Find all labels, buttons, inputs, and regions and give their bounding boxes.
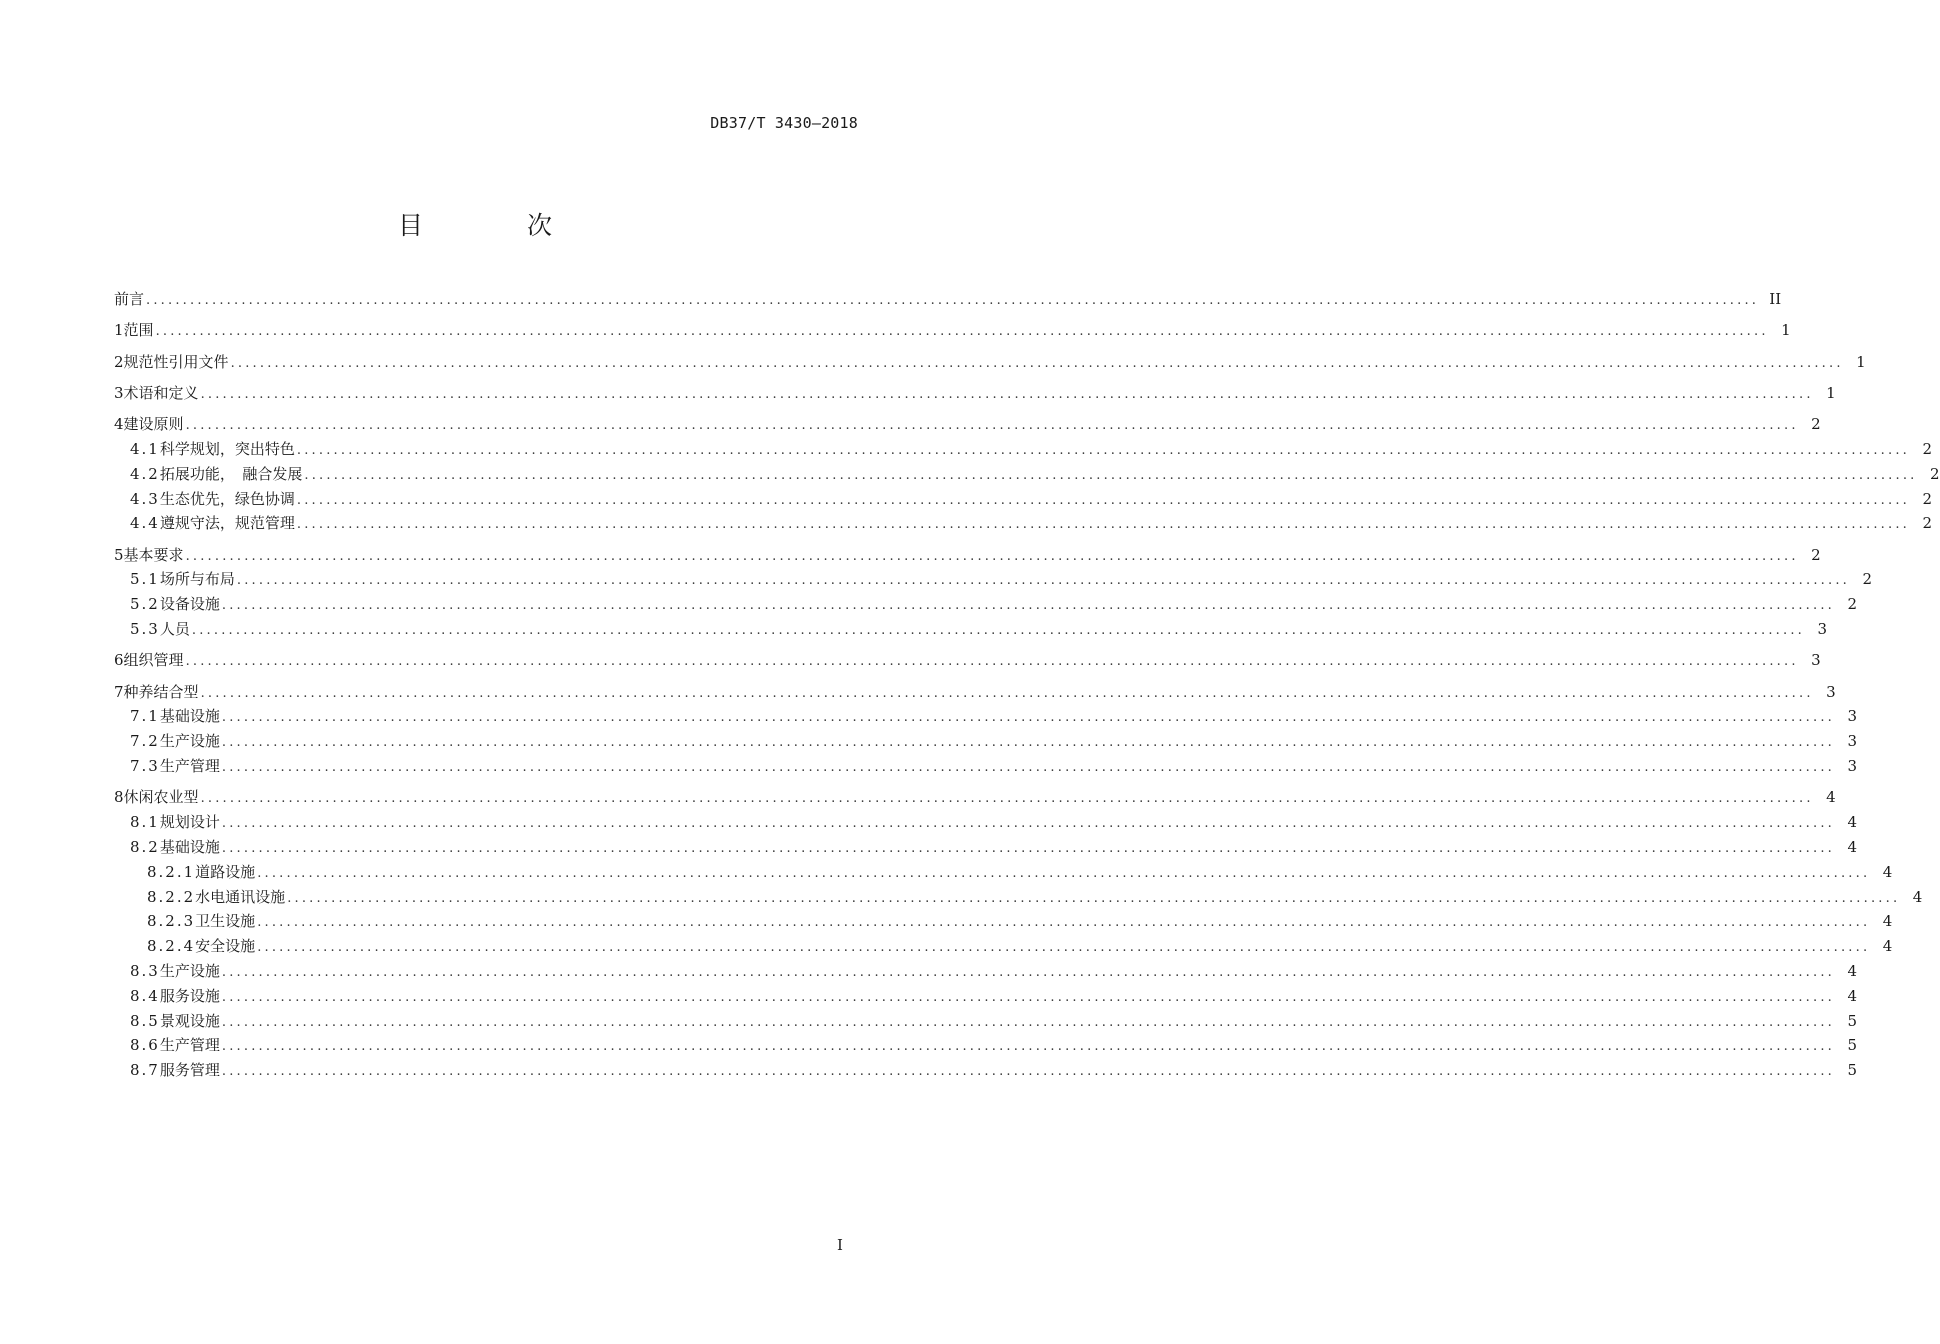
toc-entry[interactable]: [114, 381, 1836, 406]
toc-entry-number: 5.2: [130, 595, 160, 614]
toc-entry-label: 规范性引用文件: [123, 352, 229, 371]
dot-leader: ............................................................................................................................................................................................................................: [296, 492, 1910, 508]
toc-entry-number: 8.2.3: [147, 912, 196, 931]
dot-leader: ............................................................................................................................................................................................................................: [221, 598, 1835, 614]
toc-entry-page: 4: [1912, 887, 1923, 906]
toc-entry[interactable]: [114, 835, 1857, 860]
toc-entry-page: 4: [1882, 937, 1893, 956]
dot-leader: ............................................................................................................................................................................................................................: [221, 710, 1835, 726]
toc-entry-label: 卫生设施: [195, 912, 256, 931]
toc-entry-label: 基础设施: [159, 837, 220, 856]
dot-leader: ............................................................................................................................................................................................................................: [296, 517, 1910, 533]
dot-leader: ............................................................................................................................................................................................................................: [221, 989, 1835, 1005]
toc-entry-label: 人员: [159, 620, 190, 639]
toc-entry-page: 5: [1847, 1011, 1857, 1030]
toc-entry-number: 7: [114, 682, 124, 701]
dot-leader: ............................................................................................................................................................................................................................: [200, 386, 1814, 402]
table-of-contents: [114, 287, 1940, 1083]
toc-entry-page: 5: [1847, 1061, 1857, 1080]
toc-entry-label: 科学规划，突出特色: [159, 439, 295, 458]
dot-leader: ............................................................................................................................................................................................................................: [287, 890, 1901, 906]
toc-entry-page: 1: [1856, 352, 1866, 371]
toc-entry[interactable]: [114, 462, 1940, 487]
toc-entry-page: 3: [1847, 732, 1857, 751]
toc-entry[interactable]: [114, 287, 1782, 312]
toc-entry[interactable]: [114, 318, 1791, 343]
dot-leader: ............................................................................................................................................................................................................................: [296, 442, 1910, 458]
toc-entry-number: 4.4: [130, 514, 160, 533]
toc-entry[interactable]: [114, 350, 1866, 375]
toc-entry-label: 生产管理: [159, 757, 220, 776]
toc-entry-number: 4.2: [130, 464, 160, 483]
toc-entry-label: 遵规守法，规范管理: [159, 514, 295, 533]
toc-entry-number: 4: [114, 415, 124, 434]
dot-leader: ............................................................................................................................................................................................................................: [230, 355, 1844, 371]
toc-entry-label: 生态优先，绿色协调: [159, 489, 295, 508]
toc-entry-number: 7.1: [130, 707, 160, 726]
dot-leader: ............................................................................................................................................................................................................................: [200, 791, 1814, 807]
toc-entry-label: 建设原则: [123, 415, 184, 434]
dot-leader: ............................................................................................................................................................................................................................: [185, 654, 1799, 670]
toc-entry-number: 7.2: [130, 732, 160, 751]
toc-entry-label: 基础设施: [159, 707, 220, 726]
toc-entry-label: 拓展功能， 融合发展: [159, 464, 303, 483]
toc-entry-page: 4: [1847, 986, 1857, 1005]
toc-entry-label: 场所与布局: [159, 570, 235, 589]
toc-entry-number: 3: [114, 383, 124, 402]
dot-leader: ............................................................................................................................................................................................................................: [221, 816, 1835, 832]
toc-entry-page: 2: [1922, 514, 1932, 533]
toc-entry[interactable]: [114, 437, 1932, 462]
toc-entry[interactable]: [114, 885, 1923, 910]
toc-entry-number: 6: [114, 651, 124, 670]
toc-entry-page: II: [1769, 290, 1782, 308]
dot-leader: ............................................................................................................................................................................................................................: [221, 840, 1835, 856]
dot-leader: ............................................................................................................................................................................................................................: [221, 1039, 1835, 1055]
toc-entry-page: 4: [1826, 788, 1836, 807]
dot-leader: ............................................................................................................................................................................................................................: [304, 467, 1918, 483]
toc-entry-page: 4: [1847, 961, 1857, 980]
toc-entry[interactable]: [114, 810, 1857, 835]
toc-entry-label: 种养结合型: [123, 682, 199, 701]
toc-entry-page: 3: [1847, 757, 1857, 776]
toc-entry-page: 2: [1922, 489, 1932, 508]
toc-entry-label: 设备设施: [159, 595, 220, 614]
toc-entry[interactable]: [114, 909, 1893, 934]
toc-entry-number: 5: [114, 545, 124, 564]
toc-entry-page: 3: [1811, 651, 1821, 670]
toc-entry-label: 休闲农业型: [123, 788, 199, 807]
toc-entry-number: 4.3: [130, 489, 160, 508]
toc-entry-label: 生产管理: [159, 1036, 220, 1055]
toc-entry-page: 3: [1826, 682, 1836, 701]
dot-leader: ............................................................................................................................................................................................................................: [185, 418, 1799, 434]
toc-entry-number: 8.2.4: [147, 937, 196, 956]
toc-entry-label: 生产设施: [159, 961, 220, 980]
toc-entry[interactable]: [114, 860, 1893, 885]
toc-entry-number: 5.1: [130, 570, 160, 589]
dot-leader: ............................................................................................................................................................................................................................: [185, 548, 1799, 564]
toc-entry-page: 3: [1847, 707, 1857, 726]
dot-leader: ............................................................................................................................................................................................................................: [257, 865, 1871, 881]
toc-entry-label: 范围: [123, 321, 154, 340]
toc-entry-page: 4: [1847, 813, 1857, 832]
toc-entry-label: 景观设施: [159, 1011, 220, 1030]
dot-leader: ............................................................................................................................................................................................................................: [221, 964, 1835, 980]
toc-entry-number: 8.7: [130, 1061, 160, 1080]
toc-entry-label: 水电通讯设施: [195, 887, 286, 906]
dot-leader: ............................................................................................................................................................................................................................: [200, 685, 1814, 701]
toc-entry-label: 道路设施: [195, 862, 256, 881]
toc-entry-number: 8.3: [130, 961, 160, 980]
toc-entry-number: 8: [114, 788, 124, 807]
dot-leader: ............................................................................................................................................................................................................................: [221, 1014, 1835, 1030]
toc-entry[interactable]: [114, 934, 1893, 959]
toc-entry-page: 1: [1781, 321, 1791, 340]
toc-entry-number: 8.1: [130, 813, 160, 832]
dot-leader: ............................................................................................................................................................................................................................: [257, 915, 1871, 931]
toc-entry-page: 2: [1847, 595, 1857, 614]
dot-leader: ............................................................................................................................................................................................................................: [221, 1064, 1835, 1080]
toc-entry[interactable]: [114, 959, 1857, 984]
toc-entry-number: 1: [114, 321, 124, 340]
toc-entry-number: 7.3: [130, 757, 160, 776]
toc-title: 目 次: [398, 211, 600, 240]
toc-entry-page: 2: [1811, 415, 1821, 434]
toc-entry[interactable]: [114, 754, 1857, 779]
toc-entry[interactable]: [114, 592, 1857, 617]
dot-leader: ............................................................................................................................................................................................................................: [191, 623, 1805, 639]
toc-entry-page: 2: [1811, 545, 1821, 564]
dot-leader: ............................................................................................................................................................................................................................: [257, 940, 1871, 956]
toc-entry[interactable]: [114, 1058, 1857, 1083]
toc-entry[interactable]: [114, 617, 1827, 642]
toc-entry[interactable]: [114, 487, 1932, 512]
toc-entry-label: 规划设计: [159, 813, 220, 832]
toc-entry-page: 2: [1929, 464, 1940, 483]
toc-entry-page: 1: [1826, 383, 1836, 402]
toc-entry-page: 2: [1862, 570, 1872, 589]
toc-entry-page: 4: [1882, 912, 1893, 931]
toc-entry-label: 术语和定义: [123, 383, 199, 402]
toc-entry-label: 服务设施: [159, 986, 220, 1005]
dot-leader: ............................................................................................................................................................................................................................: [221, 735, 1835, 751]
toc-entry-page: 4: [1882, 862, 1893, 881]
toc-entry[interactable]: [114, 729, 1857, 754]
dot-leader: ............................................................................................................................................................................................................................: [155, 324, 1769, 340]
toc-entry-page: 5: [1847, 1036, 1857, 1055]
toc-entry-label: 组织管理: [123, 651, 184, 670]
toc-entry-number: 8.2.2: [147, 887, 196, 906]
toc-entry-number: 4.1: [130, 439, 160, 458]
toc-entry[interactable]: [114, 1033, 1857, 1058]
toc-entry[interactable]: [114, 412, 1821, 437]
toc-entry[interactable]: [114, 984, 1857, 1009]
toc-entry-page: 4: [1847, 837, 1857, 856]
toc-entry-label: 基本要求: [123, 545, 184, 564]
dot-leader: ............................................................................................................................................................................................................................: [236, 573, 1850, 589]
toc-entry[interactable]: [114, 1009, 1857, 1034]
toc-entry-label: 服务管理: [159, 1061, 220, 1080]
toc-entry-number: 8.6: [130, 1036, 160, 1055]
page-number: I: [837, 1236, 843, 1254]
toc-entry[interactable]: [114, 543, 1821, 568]
toc-entry[interactable]: [114, 785, 1836, 810]
toc-entry[interactable]: [114, 648, 1821, 673]
toc-entry-number: 8.4: [130, 986, 160, 1005]
toc-entry-label: 生产设施: [159, 732, 220, 751]
toc-entry-label: 前言: [114, 290, 145, 308]
dot-leader: ............................................................................................................................................................................................................................: [221, 760, 1835, 776]
toc-entry-number: 8.2: [130, 837, 160, 856]
toc-entry-number: 2: [114, 352, 124, 371]
toc-entry-number: 8.5: [130, 1011, 160, 1030]
dot-leader: ............................................................................................................................................................................................................................: [146, 293, 1760, 308]
toc-entry-page: 2: [1922, 439, 1932, 458]
toc-entry[interactable]: [114, 511, 1932, 536]
toc-entry[interactable]: [114, 567, 1872, 592]
toc-entry[interactable]: [114, 704, 1857, 729]
toc-entry-page: 3: [1817, 620, 1827, 639]
toc-entry-number: 8.2.1: [147, 862, 196, 881]
toc-entry-number: 5.3: [130, 620, 160, 639]
document-code: DB37/T 3430—2018: [710, 114, 858, 132]
toc-entry-label: 安全设施: [195, 937, 256, 956]
toc-entry[interactable]: [114, 680, 1836, 705]
